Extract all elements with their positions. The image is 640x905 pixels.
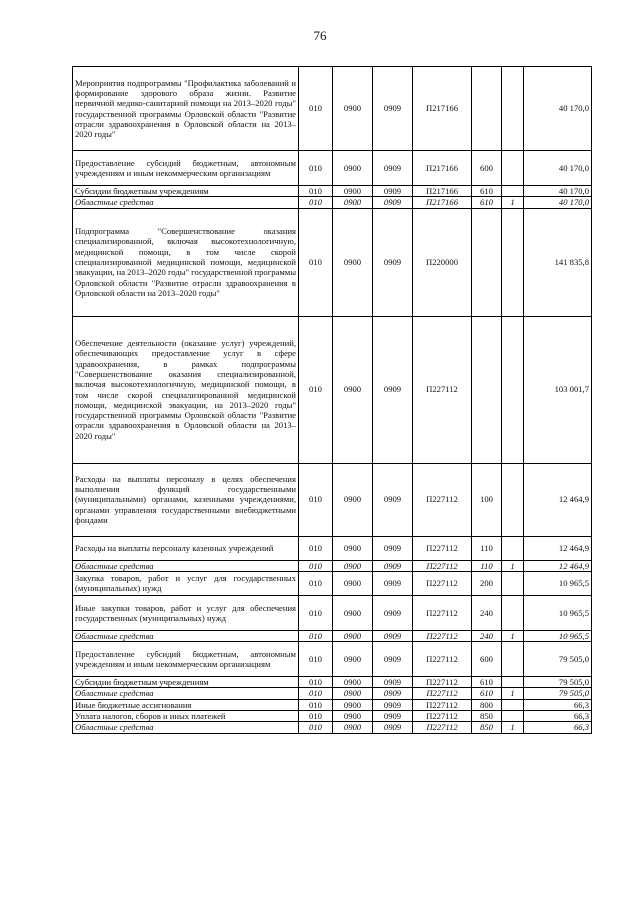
admin-code-cell: 010 (299, 711, 333, 722)
section-code-cell: 0900 (333, 688, 373, 699)
section-code-cell: 0900 (333, 595, 373, 630)
funding-source-cell (502, 699, 524, 710)
amount-cell: 79 505,0 (524, 677, 592, 688)
funding-source-cell (502, 208, 524, 316)
subsection-code-cell: 0909 (373, 463, 413, 536)
target-article-cell: П227112 (413, 722, 472, 733)
target-article-cell: П227112 (413, 642, 472, 677)
admin-code-cell: 010 (299, 536, 333, 560)
budget-table (72, 66, 592, 734)
target-article-cell: П217166 (413, 151, 472, 186)
admin-code-cell: 010 (299, 642, 333, 677)
table-row (73, 571, 592, 595)
expense-type-cell: 200 (472, 571, 502, 595)
amount-cell: 12 464,9 (524, 536, 592, 560)
target-article-cell: П227112 (413, 699, 472, 710)
admin-code-cell: 010 (299, 197, 333, 208)
admin-code-cell: 010 (299, 208, 333, 316)
subsection-code-cell: 0909 (373, 595, 413, 630)
section-code-cell: 0900 (333, 197, 373, 208)
expense-type-cell: 610 (472, 677, 502, 688)
table-row (73, 642, 592, 677)
subsection-code-cell: 0909 (373, 688, 413, 699)
section-code-cell: 0900 (333, 571, 373, 595)
row-description: Иные закупки товаров, работ и услуг для обеспечения государственных (муниципальных) нужд (73, 595, 299, 630)
amount-cell: 79 505,0 (524, 688, 592, 699)
funding-source-cell: 1 (502, 688, 524, 699)
section-code-cell: 0900 (333, 151, 373, 186)
section-code-cell: 0900 (333, 699, 373, 710)
amount-cell: 141 835,8 (524, 208, 592, 316)
amount-cell: 66,3 (524, 722, 592, 733)
table-row (73, 722, 592, 733)
admin-code-cell: 010 (299, 699, 333, 710)
subsection-code-cell: 0909 (373, 571, 413, 595)
target-article-cell: П227112 (413, 316, 472, 463)
table-row (73, 463, 592, 536)
subsection-code-cell: 0909 (373, 699, 413, 710)
subsection-code-cell: 0909 (373, 208, 413, 316)
section-code-cell: 0900 (333, 722, 373, 733)
row-description: Расходы на выплаты персоналу казенных учреждений (73, 536, 299, 560)
target-article-cell: П227112 (413, 630, 472, 641)
table-row (73, 699, 592, 710)
expense-type-cell (472, 67, 502, 151)
funding-source-cell (502, 186, 524, 197)
admin-code-cell: 010 (299, 595, 333, 630)
amount-cell: 40 170,0 (524, 67, 592, 151)
funding-source-cell (502, 151, 524, 186)
funding-source-cell: 1 (502, 630, 524, 641)
section-code-cell: 0900 (333, 67, 373, 151)
subsection-code-cell: 0909 (373, 711, 413, 722)
funding-source-cell: 1 (502, 197, 524, 208)
row-description: Субсидии бюджетным учреждениям (73, 186, 299, 197)
row-description: Областные средства (73, 197, 299, 208)
admin-code-cell: 010 (299, 463, 333, 536)
admin-code-cell: 010 (299, 151, 333, 186)
expense-type-cell: 110 (472, 536, 502, 560)
table-row (73, 186, 592, 197)
amount-cell: 40 170,0 (524, 151, 592, 186)
subsection-code-cell: 0909 (373, 67, 413, 151)
row-description: Предоставление субсидий бюджетным, автономным учреждениям и иным некоммерческим организациям (73, 151, 299, 186)
admin-code-cell: 010 (299, 67, 333, 151)
amount-cell: 66,3 (524, 711, 592, 722)
target-article-cell: П227112 (413, 571, 472, 595)
target-article-cell: П217166 (413, 197, 472, 208)
subsection-code-cell: 0909 (373, 186, 413, 197)
admin-code-cell: 010 (299, 677, 333, 688)
table-row (73, 711, 592, 722)
target-article-cell: П227112 (413, 536, 472, 560)
section-code-cell: 0900 (333, 642, 373, 677)
expense-type-cell: 240 (472, 630, 502, 641)
expense-type-cell: 610 (472, 197, 502, 208)
table-row (73, 688, 592, 699)
admin-code-cell: 010 (299, 630, 333, 641)
section-code-cell: 0900 (333, 208, 373, 316)
table-row (73, 67, 592, 151)
admin-code-cell: 010 (299, 722, 333, 733)
section-code-cell: 0900 (333, 316, 373, 463)
section-code-cell: 0900 (333, 711, 373, 722)
section-code-cell: 0900 (333, 536, 373, 560)
funding-source-cell (502, 571, 524, 595)
table-row (73, 197, 592, 208)
row-description: Закупка товаров, работ и услуг для государственных (муниципальных) нужд (73, 571, 299, 595)
amount-cell: 12 464,9 (524, 560, 592, 571)
funding-source-cell (502, 536, 524, 560)
funding-source-cell (502, 595, 524, 630)
expense-type-cell: 240 (472, 595, 502, 630)
target-article-cell: П227112 (413, 711, 472, 722)
table-row (73, 536, 592, 560)
admin-code-cell: 010 (299, 186, 333, 197)
table-row (73, 316, 592, 463)
table-row (73, 208, 592, 316)
subsection-code-cell: 0909 (373, 677, 413, 688)
expense-type-cell: 600 (472, 642, 502, 677)
target-article-cell: П227112 (413, 677, 472, 688)
section-code-cell: 0900 (333, 677, 373, 688)
expense-type-cell: 100 (472, 463, 502, 536)
row-description: Областные средства (73, 688, 299, 699)
section-code-cell: 0900 (333, 560, 373, 571)
funding-source-cell: 1 (502, 560, 524, 571)
subsection-code-cell: 0909 (373, 722, 413, 733)
target-article-cell: П227112 (413, 688, 472, 699)
expense-type-cell (472, 208, 502, 316)
expense-type-cell: 610 (472, 186, 502, 197)
target-article-cell: П217166 (413, 186, 472, 197)
expense-type-cell: 110 (472, 560, 502, 571)
row-description: Обеспечение деятельности (оказание услуг) учреждений, обеспечивающих предоставление услуг в сфере здравоохранения, в рамках подпрограммы "Совершенствование оказания специализированной, включая высокотехнологичную, медицинской помощи, в том числе скорой специализированной медицинской помощи, медицинской эвакуации, на 2013–2020 годы" государственной программы Орловской области "Развитие отрасли здравоохранения в Орловской области на 2013–2020 годы" (73, 316, 299, 463)
row-description: Областные средства (73, 630, 299, 641)
admin-code-cell: 010 (299, 316, 333, 463)
funding-source-cell (502, 677, 524, 688)
table-row (73, 677, 592, 688)
amount-cell: 10 965,5 (524, 595, 592, 630)
row-description: Областные средства (73, 722, 299, 733)
page-number: 76 (313, 28, 327, 43)
amount-cell: 79 505,0 (524, 642, 592, 677)
section-code-cell: 0900 (333, 630, 373, 641)
admin-code-cell: 010 (299, 571, 333, 595)
amount-cell: 40 170,0 (524, 186, 592, 197)
table-row (73, 595, 592, 630)
amount-cell: 40 170,0 (524, 197, 592, 208)
expense-type-cell: 850 (472, 722, 502, 733)
target-article-cell: П227112 (413, 595, 472, 630)
table-row (73, 560, 592, 571)
row-description: Предоставление субсидий бюджетным, автономным учреждениям и иным некоммерческим организациям (73, 642, 299, 677)
amount-cell: 66,3 (524, 699, 592, 710)
row-description: Иные бюджетные ассигнования (73, 699, 299, 710)
subsection-code-cell: 0909 (373, 560, 413, 571)
table-row (73, 630, 592, 641)
amount-cell: 10 965,5 (524, 630, 592, 641)
target-article-cell: П227112 (413, 463, 472, 536)
funding-source-cell (502, 67, 524, 151)
amount-cell: 12 464,9 (524, 463, 592, 536)
funding-source-cell (502, 642, 524, 677)
row-description: Уплата налогов, сборов и иных платежей (73, 711, 299, 722)
target-article-cell: П227112 (413, 560, 472, 571)
subsection-code-cell: 0909 (373, 316, 413, 463)
subsection-code-cell: 0909 (373, 151, 413, 186)
funding-source-cell (502, 316, 524, 463)
expense-type-cell (472, 316, 502, 463)
admin-code-cell: 010 (299, 688, 333, 699)
expense-type-cell: 610 (472, 688, 502, 699)
subsection-code-cell: 0909 (373, 630, 413, 641)
admin-code-cell: 010 (299, 560, 333, 571)
section-code-cell: 0900 (333, 463, 373, 536)
row-description: Подпрограмма "Совершенствование оказания специализированной, включая высокотехнологичную, медицинской помощи, в том числе скорой специализированной медицинской помощи, медицинской эвакуации, на 2013–2020 годы" государственной программы Орловской области "Развитие отрасли здравоохранения в Орловской области на 2013–2020 годы" (73, 208, 299, 316)
funding-source-cell (502, 711, 524, 722)
expense-type-cell: 800 (472, 699, 502, 710)
row-description: Мероприятия подпрограммы "Профилактика заболеваний и формирование здорового образа жизни. Развитие первичной медико-санитарной помощи на 2013–2020 годы" государственной программы Орловской области "Развитие отрасли здравоохранения в Орловской области на 2013–2020 годы" (73, 67, 299, 151)
row-description: Субсидии бюджетным учреждениям (73, 677, 299, 688)
row-description: Областные средства (73, 560, 299, 571)
subsection-code-cell: 0909 (373, 642, 413, 677)
subsection-code-cell: 0909 (373, 197, 413, 208)
funding-source-cell: 1 (502, 722, 524, 733)
amount-cell: 10 965,5 (524, 571, 592, 595)
section-code-cell: 0900 (333, 186, 373, 197)
expense-type-cell: 600 (472, 151, 502, 186)
subsection-code-cell: 0909 (373, 536, 413, 560)
table-row (73, 151, 592, 186)
amount-cell: 103 001,7 (524, 316, 592, 463)
target-article-cell: П220000 (413, 208, 472, 316)
target-article-cell: П217166 (413, 67, 472, 151)
expense-type-cell: 850 (472, 711, 502, 722)
funding-source-cell (502, 463, 524, 536)
row-description: Расходы на выплаты персоналу в целях обеспечения выполнения функций государственными (муниципальными) органами, казенными учреждениями, органами управления государственными внебюджетными фондами (73, 463, 299, 536)
